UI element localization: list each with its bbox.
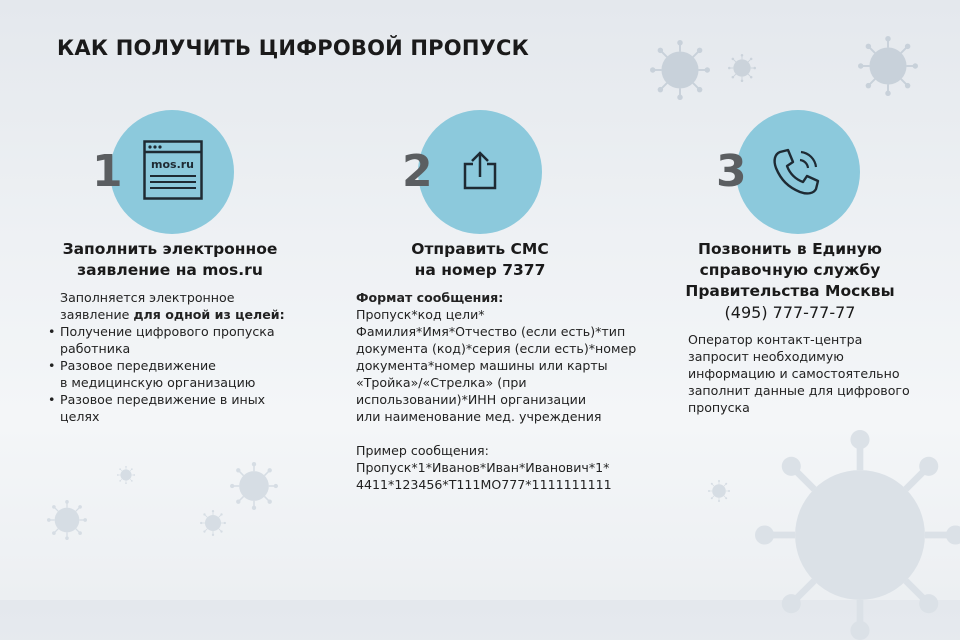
format-label: Формат сообщения: [356, 290, 504, 305]
phone-number: (495) 777-77-77 [724, 303, 856, 322]
virus-decoration-icon [858, 36, 918, 96]
page-title: КАК ПОЛУЧИТЬ ЦИФРОВОЙ ПРОПУСК [57, 36, 529, 60]
share-upload-icon [462, 150, 498, 190]
list-item: • Разовое передвижение в иных целях [48, 391, 298, 425]
virus-decoration-icon [200, 510, 226, 536]
example-label: Пример сообщения: [356, 443, 489, 458]
virus-decoration-icon [117, 466, 135, 484]
step-2-number: 2 [402, 146, 433, 197]
virus-decoration-icon [650, 40, 710, 100]
step-1-heading: Заполнить электронное заявление на mos.ru [62, 240, 278, 279]
virus-decoration-icon [728, 54, 756, 82]
virus-decoration-icon [47, 500, 87, 540]
step-1-body: Заполняется электронное заявление для одной из целей: • Получение цифрового пропуска работника • Разовое передвижение в медицинскую организацию • Разовое передвижение в иных целях [48, 289, 298, 425]
step-1-goal-list [48, 323, 298, 425]
step-2-heading: Отправить СМС на номер 7377 [411, 240, 549, 279]
step-3-body: Оператор контакт-центра запросит необходимую информацию и самостоятельно заполнит данные для цифрового пропуска [688, 332, 910, 415]
browser-window-icon [143, 140, 203, 200]
virus-decoration-icon [755, 430, 960, 640]
step-3-heading: Позвонить в Единую справочную службу Правительства Москвы (495) 777-77-77 [660, 239, 920, 323]
phone-call-icon [770, 146, 822, 198]
virus-decoration-icon [708, 480, 730, 502]
virus-decoration-icon [230, 462, 278, 510]
list-item: • Получение цифрового пропуска работника [48, 323, 298, 357]
step-3-number: 3 [716, 146, 747, 197]
step-2-body: Формат сообщения: Пропуск*код цели* Фамилия*Имя*Отчество (если есть)*тип документа (код)*серия (если есть)*номер документа*номер машины или карты «Тройка»/«Стрелка» (при использовании)*ИНН организации или наименование мед. учреждения Пример сообщения: Пропуск*1*Иванов*Иван*Иванович*1* 4411*123456*Т111МО777*1111111111 [356, 289, 646, 493]
list-item: • Разовое передвижение в медицинскую организацию [48, 357, 298, 391]
mos-ru-icon-text: mos.ru [151, 158, 195, 171]
step-1-number: 1 [92, 146, 123, 197]
